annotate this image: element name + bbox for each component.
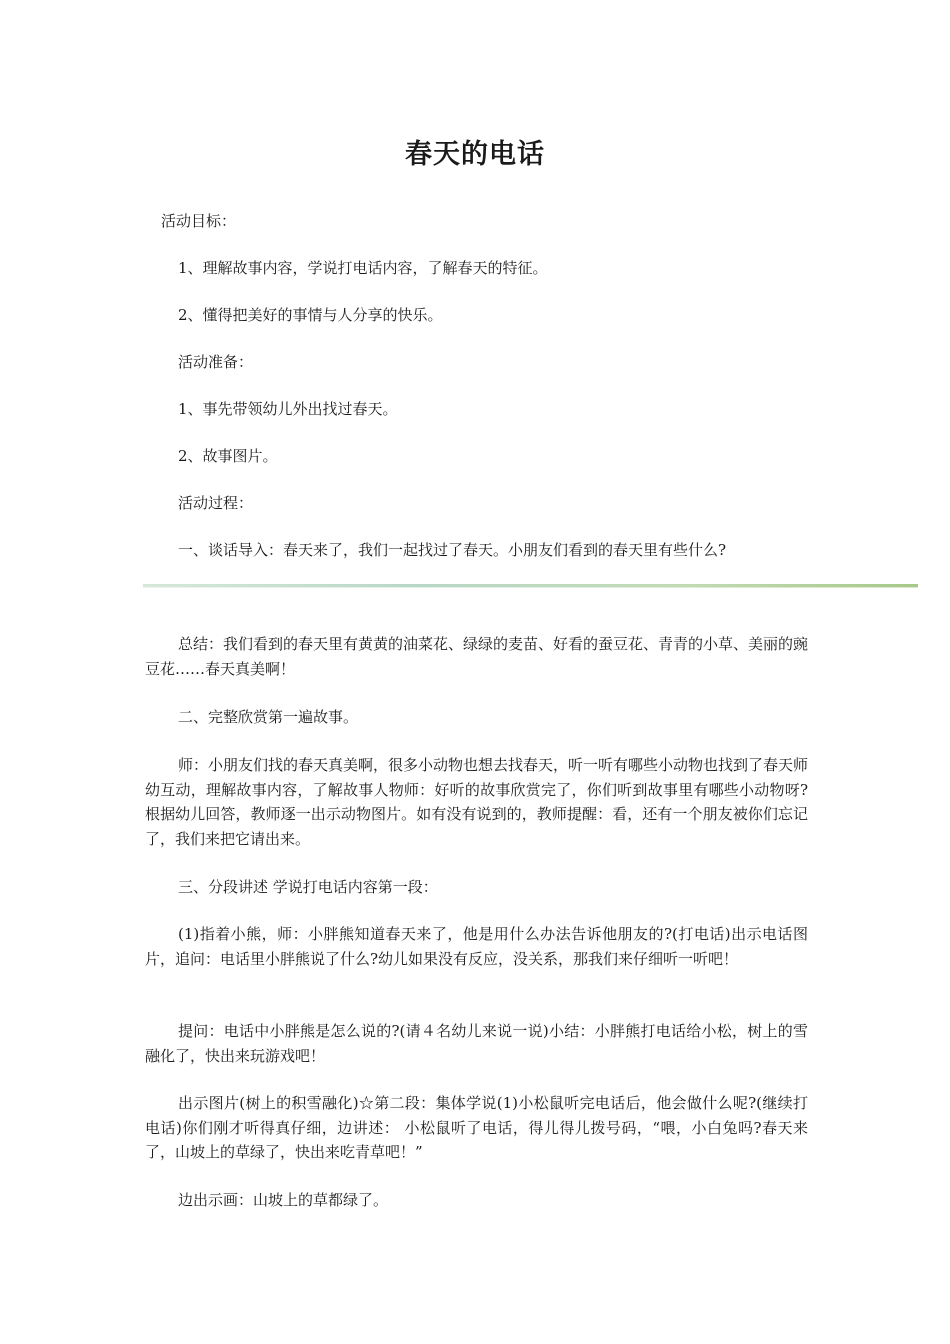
goal-item-2: 2、懂得把美好的事情与人分享的快乐。 [178, 306, 443, 324]
last-paragraph: 边出示画：山坡上的草都绿了。 [178, 1191, 389, 1209]
prep-item-2: 2、故事图片。 [178, 447, 278, 465]
process-heading: 活动过程： [178, 494, 254, 512]
section-divider-shadow [143, 587, 918, 588]
summary-paragraph: 总结：我们看到的春天里有黄黄的油菜花、绿绿的麦苗、好看的蚕豆花、青青的小草、美丽的豌豆花……春天真美啊！ [145, 635, 809, 678]
process-step-1: 一、谈话导入：春天来了，我们一起找过了春天。小朋友们看到的春天里有些什么? [178, 541, 727, 559]
question-paragraph: 提问：电话中小胖熊是怎么说的?(请４名幼儿来说一说)小结：小胖熊打电话给小松，树上的雪融化了，快出来玩游戏吧！ [145, 1022, 808, 1065]
teacher-paragraph: 师：小朋友们找的春天真美啊，很多小动物也想去找春天，听一听有哪些小动物也找到了春天师幼互动，理解故事内容，了解故事人物师：好听的故事欣赏完了，你们听到故事里有哪些小动物呀? 根据幼儿回答，教师逐一出示动物图片。如有没有说到的，教师提醒：看，还有一个朋友被你们忘记了，我们来把它请出来。 [145, 756, 809, 848]
process-step-3: 三、分段讲述 学说打电话内容第一段： [178, 878, 438, 896]
process-step-2: 二、完整欣赏第一遍故事。 [178, 708, 359, 726]
prep-item-1: 1、事先带领幼儿外出找过春天。 [178, 400, 398, 418]
prep-heading: 活动准备： [178, 353, 254, 371]
point-1-paragraph: (1)指着小熊，师：小胖熊知道春天来了，他是用什么办法告诉他朋友的?(打电话)出示电话图片，追问：电话里小胖熊说了什么?幼儿如果没有反应，没关系，那我们来仔细听一听吧！ [145, 925, 808, 968]
show-picture-paragraph: 出示图片(树上的积雪融化)☆第二段：集体学说(1)小松鼠听完电话后，他会做什么呢?(继续打电话)你们刚才听得真仔细，边讲述： 小松鼠听了电话，得儿得儿拨号码，“喂，小白兔吗?春天来了，山坡上的草绿了，快出来吃青草吧！” [145, 1094, 808, 1161]
document-title: 春天的电话 [405, 139, 545, 170]
goals-heading: 活动目标： [161, 212, 237, 230]
goal-item-1: 1、理解故事内容，学说打电话内容，了解春天的特征。 [178, 259, 548, 277]
